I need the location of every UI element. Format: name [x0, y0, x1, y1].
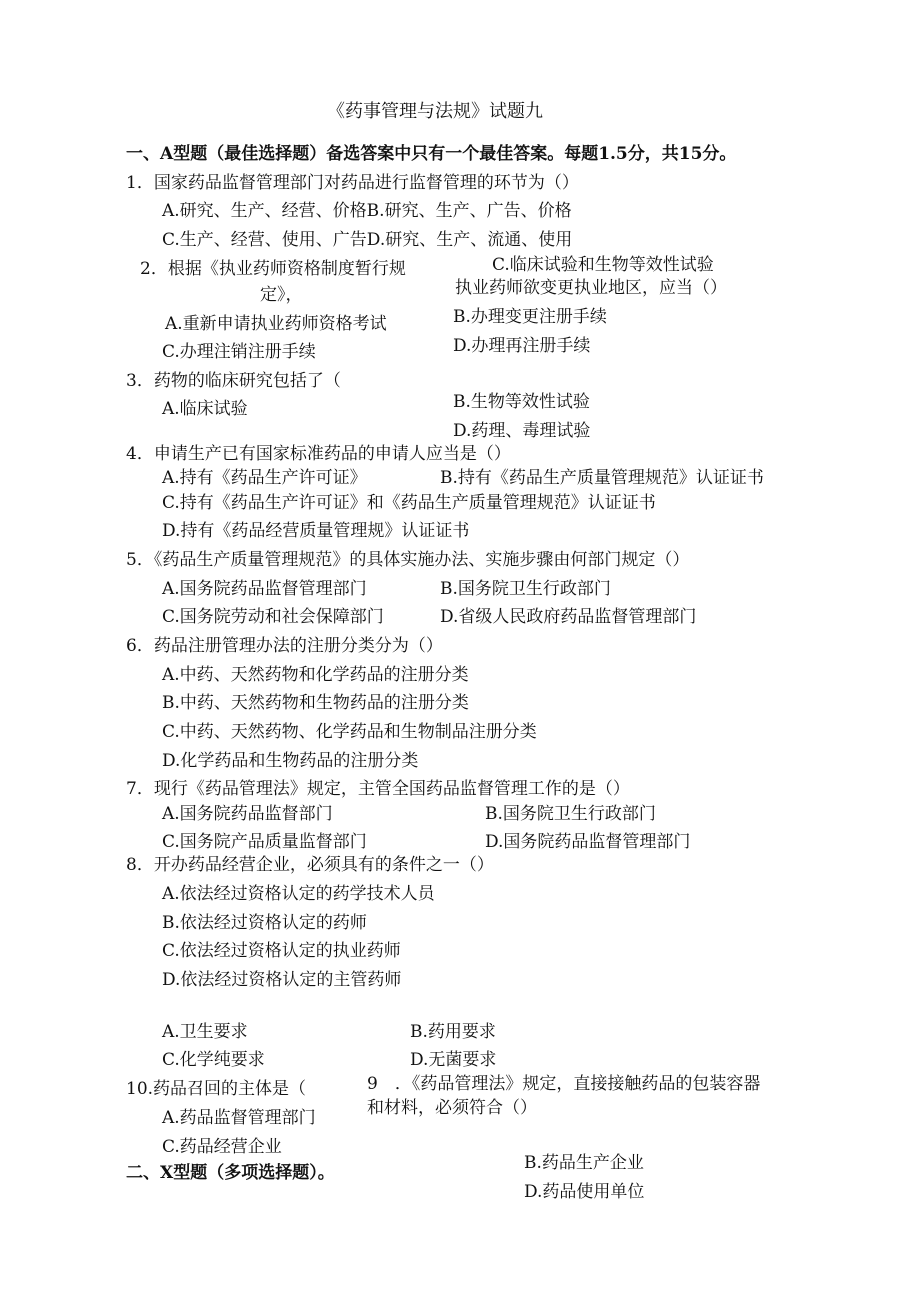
question-10-option-a: A.药品监督管理部门 — [162, 1108, 316, 1128]
question-2-stem-part3: 执业药师欲变更执业地区，应当（） — [455, 278, 727, 298]
question-2-stem-part1: 2．根据《执业药师资格制度暂行规 — [140, 259, 406, 279]
question-9-option-d: D.无菌要求 — [410, 1050, 497, 1070]
question-3-option-a: A.临床试验 — [162, 399, 248, 419]
question-6-option-a: A.中药、天然药物和化学药品的注册分类 — [162, 665, 469, 685]
question-2-option-a: A.重新申请执业药师资格考试 — [165, 314, 387, 334]
question-8-stem: 8．开办药品经营企业，必须具有的条件之一（） — [126, 855, 494, 875]
question-3-stem: 3．药物的临床研究包括了（ — [126, 371, 341, 391]
question-1-stem: 1．国家药品监督管理部门对药品进行监督管理的环节为（） — [126, 173, 579, 193]
question-9-option-a: A.卫生要求 — [162, 1022, 248, 1042]
question-7-option-a: A.国务院药品监督部门 — [162, 804, 333, 824]
question-8-option-b: B.依法经过资格认定的药师 — [162, 913, 367, 933]
question-10-option-c: C.药品经营企业 — [162, 1137, 282, 1157]
question-5-option-a: A.国务院药品监督管理部门 — [162, 579, 367, 599]
question-5-option-c: C.国务院劳动和社会保障部门 — [162, 607, 384, 627]
question-6-stem: 6．药品注册管理办法的注册分类分为（） — [126, 636, 443, 656]
question-9-option-b: B.药用要求 — [410, 1022, 496, 1042]
question-9-stem-part1: 9 ．《药品管理法》规定，直接接触药品的包装容器 — [367, 1074, 761, 1094]
question-3-option-b: B.生物等效性试验 — [453, 392, 590, 412]
question-2-option-c: C.办理注销注册手续 — [162, 342, 316, 362]
question-7-option-b: B.国务院卫生行政部门 — [485, 804, 656, 824]
question-5-option-d: D.省级人民政府药品监督管理部门 — [440, 607, 697, 627]
question-6-option-b: B.中药、天然药物和生物药品的注册分类 — [162, 693, 469, 713]
question-3-option-c: C.临床试验和生物等效性试验 — [492, 255, 714, 275]
section-heading-x-type: 二、X型题（多项选择题）。 — [126, 1163, 335, 1183]
section-heading-a-type: 一、A型题（最佳选择题）备选答案中只有一个最佳答案。每题1.5分，共15分。 — [126, 144, 737, 164]
question-7-stem: 7．现行《药品管理法》规定，主管全国药品监督管理工作的是（） — [126, 779, 630, 799]
question-1-options-ab: A.研究、生产、经营、价格B.研究、生产、广告、价格 — [162, 201, 572, 221]
question-5-stem: 5．《药品生产质量管理规范》的具体实施办法、实施步骤由何部门规定（） — [126, 550, 690, 570]
question-2-option-b: B.办理变更注册手续 — [453, 307, 607, 327]
question-4-option-d: D.持有《药品经营质量管理规》认证证书 — [162, 521, 470, 541]
question-3-option-d: D.药理、毒理试验 — [453, 421, 591, 441]
question-1-options-cd: C.生产、经营、使用、广告D.研究、生产、流通、使用 — [162, 230, 573, 250]
question-6-option-d: D.化学药品和生物药品的注册分类 — [162, 751, 419, 771]
question-7-option-d: D.国务院药品监督管理部门 — [485, 832, 691, 852]
question-4-option-a: A.持有《药品生产许可证》 — [162, 468, 367, 488]
question-10-stem: 10.药品召回的主体是（ — [126, 1079, 307, 1099]
page-title: 《药事管理与法规》试题九 — [327, 101, 543, 122]
question-2-stem-part2: 定》， — [260, 285, 303, 305]
question-8-option-c: C.依法经过资格认定的执业药师 — [162, 941, 401, 961]
question-9-option-c: C.化学纯要求 — [162, 1050, 265, 1070]
question-7-option-c: C.国务院产品质量监督部门 — [162, 832, 367, 852]
question-8-option-a: A.依法经过资格认定的药学技术人员 — [162, 884, 435, 904]
question-4-option-c: C.持有《药品生产许可证》和《药品生产质量管理规范》认证证书 — [162, 493, 656, 513]
question-6-option-c: C.中药、天然药物、化学药品和生物制品注册分类 — [162, 722, 537, 742]
question-5-option-b: B.国务院卫生行政部门 — [440, 579, 611, 599]
question-10-option-d: D.药品使用单位 — [524, 1182, 645, 1202]
question-9-stem-part2: 和材料，必须符合（） — [367, 1098, 537, 1118]
question-10-option-b: B.药品生产企业 — [524, 1153, 644, 1173]
question-8-option-d: D.依法经过资格认定的主管药师 — [162, 970, 402, 990]
question-4-option-b: B.持有《药品生产质量管理规范》认证证书 — [440, 468, 764, 488]
question-2-option-d: D.办理再注册手续 — [453, 336, 591, 356]
question-4-stem: 4．申请生产已有国家标准药品的申请人应当是（） — [126, 444, 511, 464]
